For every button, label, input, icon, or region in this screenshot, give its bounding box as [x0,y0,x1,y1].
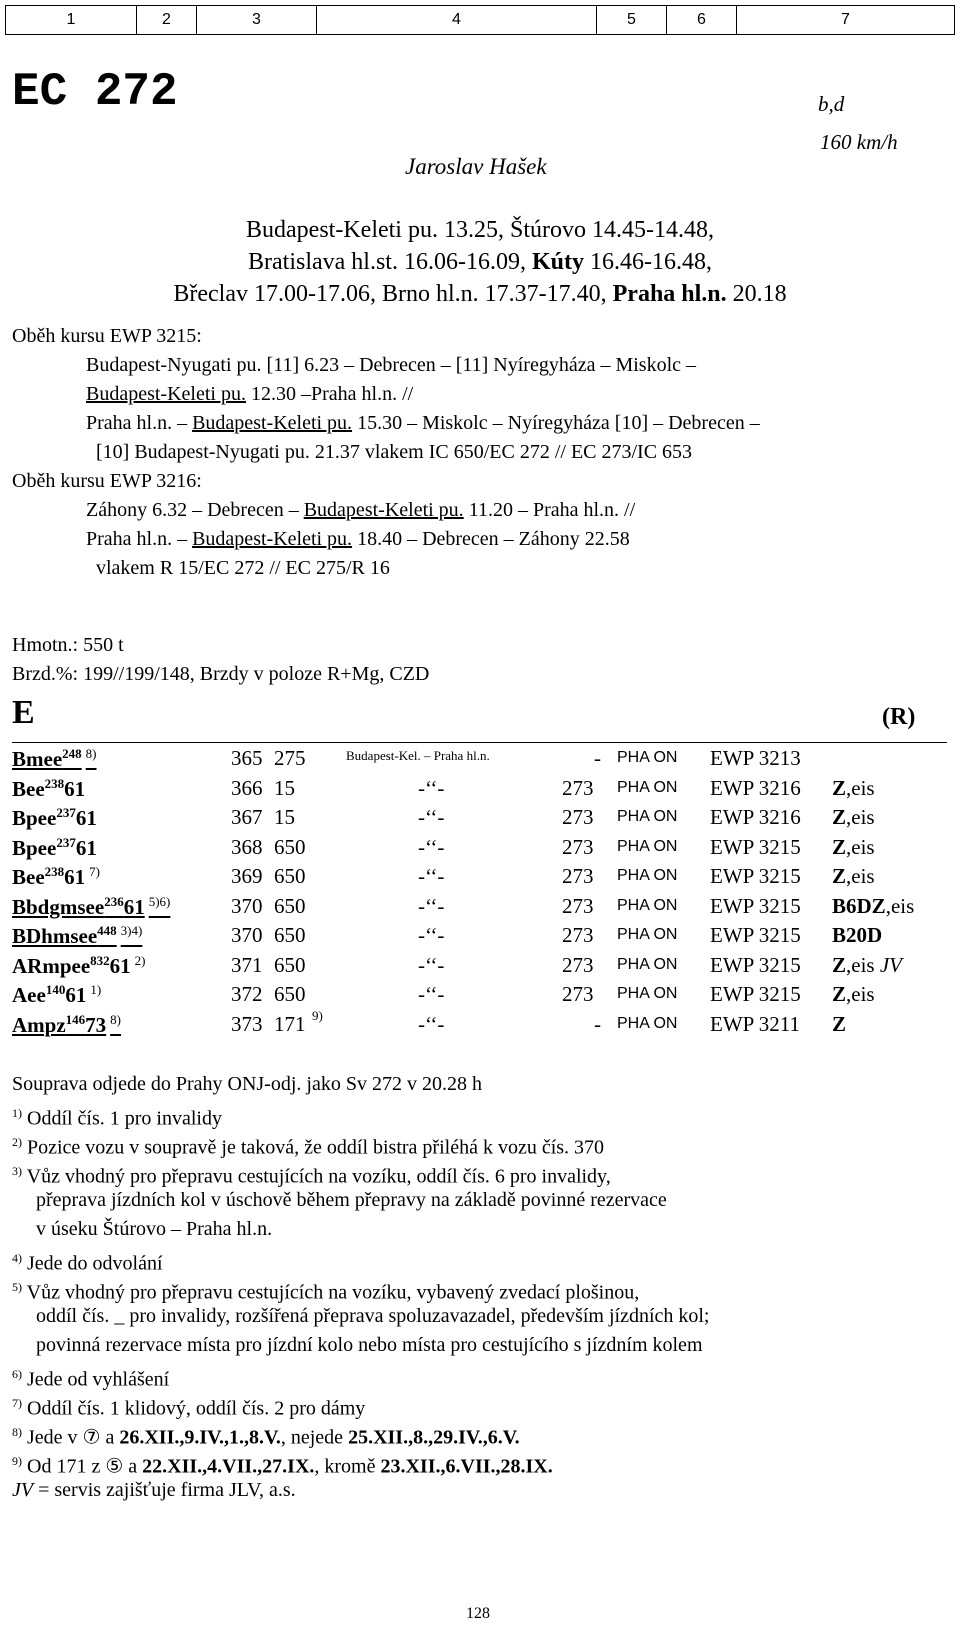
vehicle-relation: -‘‘- [418,805,445,829]
vehicle-return: 273 [562,982,594,1006]
vehicle-length-note: 9) [312,1007,323,1023]
vehicle-return: 273 [562,805,594,829]
note-3-cont: v úseku Štúrovo – Praha hl.n. [36,1218,273,1240]
vehicle-relation: -‘‘- [418,893,445,918]
cycle-2-line: Záhony 6.32 – Debrecen – Budapest-Keleti pu. 11.20 – Praha hl.n. // [86,499,636,521]
cycle-2-title: Oběh kursu EWP 3216: [12,470,202,492]
vehicle-return: 273 [562,952,594,977]
table-row [12,982,947,1012]
vehicle-extra: Z,eis [832,775,875,800]
vehicle-ewp: EWP 3215 [710,982,801,1006]
vehicle-length: 275 [274,746,306,770]
train-name: Jaroslav Hašek [405,154,547,179]
vehicle-extra: Z,eis [832,864,875,888]
vehicle-order: 372 [231,982,263,1006]
table-row [12,776,947,806]
vehicle-depot: PHA ON [617,985,678,1002]
vehicle-relation: -‘‘- [418,834,445,859]
ruler-cell: 3 [197,6,317,34]
vehicle-relation: -‘‘- [418,982,445,1006]
note-6: $^{6)}$ Jede od vyhlášení [12,1367,170,1391]
note-jv: JV = servis zajišťuje firma JLV, a.s. [12,1479,296,1501]
vehicle-type: Ampz$^{146}$73 $^{8)}$ [12,1011,122,1037]
vehicle-relation: -‘‘- [418,775,445,800]
note-8: $^{8)}$ Jede v ⑦ a 26.XII.,9.IV.,1.,8.V., nejede 25.XII.,8.,29.IV.,6.V. [12,1425,520,1449]
cycle-2-line: Praha hl.n. – Budapest-Keleti pu. 18.40 – Debrecen – Záhony 22.58 [86,528,630,550]
cycle-1-line: Praha hl.n. – Budapest-Keleti pu. 15.30 – Miskolc – Nyíregyháza [10] – Debrecen – [86,412,760,434]
note-3-cont: přeprava jízdních kol v úschově během přepravy na základě povinné rezervace [36,1189,667,1211]
locomotive-note: (R) [882,704,916,730]
page-number: 128 [466,1605,490,1622]
vehicle-extra: Z,eis [832,834,875,859]
vehicle-order: 370 [231,923,263,947]
vehicle-relation: -‘‘- [418,923,445,947]
note-5-cont: povinná rezervace místa pro jízdní kolo nebo místa pro cestujícího s jízdním kolem [36,1334,703,1356]
vehicle-order: 365 [231,746,263,770]
note-5: $^{5)}$ Vůz vhodný pro přepravu cestujících na vozíku, vybavený zvedací plošinou, [12,1280,640,1304]
vehicle-ewp: EWP 3216 [710,775,801,800]
vehicle-type: BDhmsee$^{448}$ $^{3)4)}$ [12,923,143,948]
vehicle-type: Bpee$^{237}$61 [12,834,97,860]
table-row [12,805,947,835]
ruler-cell: 1 [6,6,137,34]
vehicle-return: 273 [562,864,594,888]
vehicle-relation: Budapest-Kel. – Praha hl.n. [346,748,490,763]
vehicle-length: 650 [274,864,306,888]
vehicle-relation: -‘‘- [418,952,445,977]
vehicle-return: 273 [562,893,594,918]
vehicle-depot: PHA ON [617,955,678,973]
vehicle-return: - [594,746,601,770]
table-row [12,746,947,776]
vehicle-length: 15 [274,775,295,800]
vehicle-ewp: EWP 3215 [710,952,801,977]
vehicle-ewp: EWP 3215 [710,864,801,888]
vehicle-length: 650 [274,834,306,859]
vehicle-ewp: EWP 3216 [710,805,801,829]
vehicle-relation: -‘‘- [418,1011,445,1036]
vehicle-relation: -‘‘- [418,864,445,888]
note-7: $^{7)}$ Oddíl čís. 1 klidový, oddíl čís. 2 pro dámy [12,1396,366,1420]
divider [12,742,947,743]
vehicle-type: Bmee$^{248}$ $^{8)}$ [12,746,97,771]
vehicle-order: 370 [231,893,263,918]
vehicle-length: 650 [274,893,306,918]
ruler-cell: 2 [137,6,197,34]
vehicle-ewp: EWP 3211 [710,1011,801,1036]
ruler-cell: 4 [317,6,597,34]
vehicle-extra: Z,eis [832,982,875,1006]
ruler-cell: 7 [841,11,850,28]
note-3: $^{3)}$ Vůz vhodný pro přepravu cestujících na vozíku, oddíl čís. 6 pro invalidy, [12,1164,611,1188]
table-row [12,953,947,983]
vehicle-length: 650 [274,923,306,947]
train-code: b,d [818,92,845,116]
vehicle-type: Bee$^{238}$61 $^{7)}$ [12,864,100,889]
cycle-1-title: Oběh kursu EWP 3215: [12,325,202,347]
vehicle-type: Aee$^{140}$61 $^{1)}$ [12,982,102,1007]
vehicle-ewp: EWP 3215 [710,834,801,859]
ruler-cell: 6 [667,6,737,34]
note-5-cont: oddíl čís. _ pro invalidy, rozšířená přeprava spoluzavazadel, především jízdních kol; [36,1305,710,1327]
train-number: EC 272 [12,66,178,118]
vehicle-depot: PHA ON [617,867,678,884]
vehicle-depot: PHA ON [617,749,678,766]
vehicle-return: 273 [562,834,594,859]
table-row [12,864,947,894]
vehicle-length: 15 [274,805,295,829]
note-9: $^{9)}$ Od 171 z ⑤ a 22.XII.,4.VII.,27.IX., kromě 23.XII.,6.VII.,28.IX. [12,1454,553,1478]
cycle-2-line: vlakem R 15/EC 272 // EC 275/R 16 [96,557,390,579]
locomotive: E [12,694,35,731]
vehicle-order: 366 [231,775,263,800]
vehicle-ewp: EWP 3215 [710,893,801,918]
vehicle-extra: Z,eis JV [832,952,902,977]
vehicle-order: 371 [231,952,263,977]
vehicle-return: 273 [562,923,594,947]
table-row [12,1007,947,1042]
note-1: $^{1)}$ Oddíl čís. 1 pro invalidy [12,1106,222,1130]
vehicle-order: 373 [231,1011,263,1036]
cycle-1-line: Budapest-Nyugati pu. [11] 6.23 – Debrecen – [11] Nyíregyháza – Miskolc – [86,354,697,376]
table-row [12,923,947,953]
note-2: $^{2)}$ Pozice vozu v soupravě je taková, že oddíl bistra přiléhá k vozu čís. 370 [12,1135,605,1159]
vehicle-depot: PHA ON [617,808,678,825]
vehicle-ewp: EWP 3213 [710,746,801,770]
vehicle-order: 368 [231,834,263,859]
weight: Hmotn.: 550 t [12,634,124,656]
vehicle-type: ARmpee$^{832}$61 $^{2)}$ [12,952,146,978]
vehicle-type: Bbdgmsee$^{236}$61 $^{5)6)}$ [12,893,171,919]
ruler-cell: 5 [597,6,667,34]
vehicle-length: 650 [274,982,306,1006]
vehicle-depot: PHA ON [617,1014,678,1032]
vehicle-extra: Z [832,1011,847,1036]
note-4: $^{4)}$ Jede do odvolání [12,1251,163,1275]
column-ruler [5,5,955,35]
vehicle-extra: Z,eis [832,805,875,829]
vehicle-ewp: EWP 3215 [710,923,801,947]
note-intro: Souprava odjede do Prahy ONJ-odj. jako Sv 272 v 20.28 h [12,1073,482,1095]
vehicle-type: Bpee$^{237}$61 [12,805,97,830]
vehicle-depot: PHA ON [617,926,678,943]
vehicle-length: 171 [274,1011,306,1036]
vehicle-length: 650 [274,952,306,977]
vehicle-return: - [594,1011,601,1036]
brakes: Brzd.%: 199//199/148, Brzdy v poloze R+Mg, CZD [12,663,430,685]
vehicle-depot: PHA ON [617,778,678,796]
vehicle-extra: B20D [832,923,883,947]
vehicle-order: 367 [231,805,263,829]
table-row [12,835,947,865]
vehicle-extra: B6DZ,eis [832,893,915,918]
vehicle-depot: PHA ON [617,837,678,855]
vehicle-type: Bee$^{238}$61 [12,775,86,801]
table-row [12,894,947,924]
route-line-3: Břeclav 17.00-17.06, Brno hl.n. 17.37-17.40, Praha hl.n. 20.18 [173,281,787,307]
route-line-1: Budapest-Keleti pu. 13.25, Štúrovo 14.45-14.48, [246,217,714,243]
cycle-1-line: Budapest-Keleti pu. 12.30 –Praha hl.n. // [86,383,414,405]
cycle-1-line: [10] Budapest-Nyugati pu. 21.37 vlakem IC 650/EC 272 // EC 273/IC 653 [96,441,693,463]
vehicle-order: 369 [231,864,263,888]
train-speed: 160 km/h [820,130,898,154]
vehicle-return: 273 [562,775,594,800]
route-line-2: Bratislava hl.st. 16.06-16.09, Kúty 16.46-16.48, [248,249,712,275]
vehicle-depot: PHA ON [617,896,678,914]
